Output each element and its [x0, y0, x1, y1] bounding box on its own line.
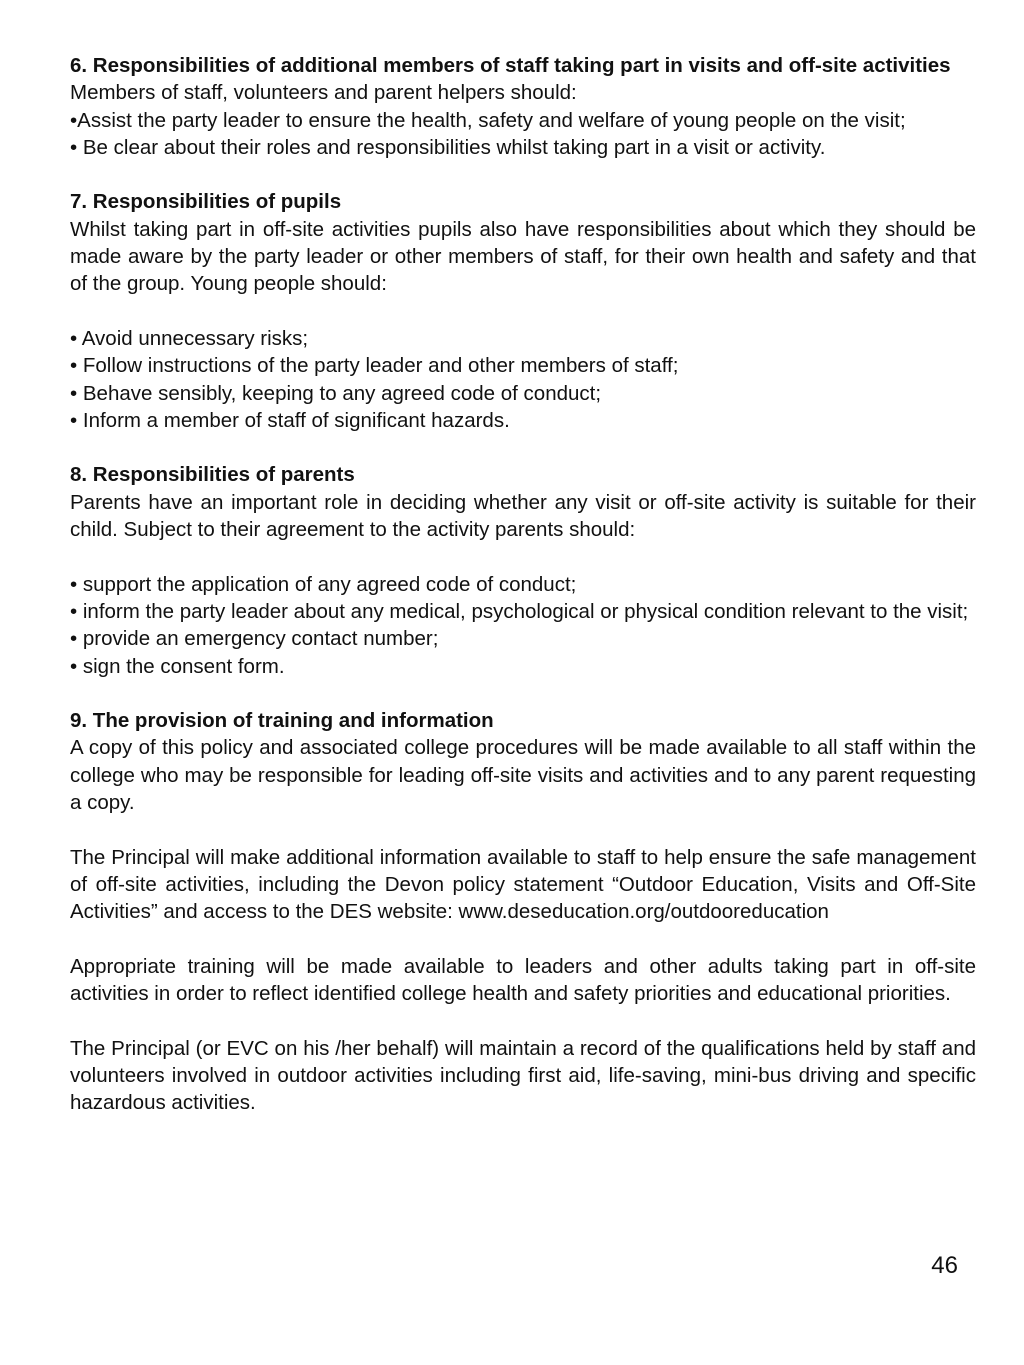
section-heading: 9. The provision of training and information [70, 709, 494, 733]
section-paragraph: The Principal (or EVC on his /her behalf) will maintain a record of the qualifications held by staff and volunteers involved in outdoor activities including first aid, life-saving, mini-bus driving and specific hazardous activities. [70, 1036, 976, 1115]
list-item: • Avoid unnecessary risks; [70, 326, 309, 350]
section-paragraph: The Principal will make additional information available to staff to help ensure the safe management of off-site activities, including the Devon policy statement “Outdoor Education, Visits and Off-Site Activities” and access to the DES website: www.deseducation.org/outdooreducation [70, 845, 976, 924]
section-heading: 7. Responsibilities of pupils [70, 190, 342, 214]
list-item: •Assist the party leader to ensure the health, safety and welfare of young people on the visit; [70, 108, 906, 132]
section-paragraph: A copy of this policy and associated college procedures will be made available to all staff within the college who may be responsible for leading off-site visits and activities and to any parent requesting a copy. [70, 736, 976, 815]
list-item: • Behave sensibly, keeping to any agreed code of conduct; [70, 381, 602, 405]
list-item: • provide an emergency contact number; [70, 627, 439, 651]
section-intro: Parents have an important role in deciding whether any visit or off-site activity is suitable for their child. Subject to their agreement to the activity parents should: [70, 490, 976, 542]
section-heading: 8. Responsibilities of parents [70, 463, 355, 487]
list-item: • sign the consent form. [70, 654, 285, 678]
section-intro: Members of staff, volunteers and parent helpers should: [70, 81, 577, 105]
section-7 [70, 188, 976, 434]
list-item: • support the application of any agreed code of conduct; [70, 572, 577, 596]
list-item: • Follow instructions of the party leader and other members of staff; [70, 354, 679, 378]
section-paragraph: Appropriate training will be made available to leaders and other adults taking part in off-site activities in order to reflect identified college health and safety priorities and educational priorities. [70, 954, 976, 1006]
list-item: • Inform a member of staff of significant hazards. [70, 408, 510, 432]
document-page [70, 52, 976, 1144]
section-heading: 6. Responsibilities of additional members of staff taking part in visits and off-site activities [70, 54, 951, 77]
list-item: • Be clear about their roles and responsibilities whilst taking part in a visit or activity. [70, 135, 826, 159]
section-intro: Whilst taking part in off-site activities pupils also have responsibilities about which they should be made aware by the party leader or other members of staff, for their own health and safety and that of the group. Young people should: [70, 217, 976, 296]
list-item: • inform the party leader about any medical, psychological or physical condition relevant to the visit; [70, 599, 969, 623]
section-6 [70, 52, 976, 161]
section-8 [70, 461, 976, 679]
section-9 [70, 707, 976, 1116]
page-number: 46 [931, 1252, 958, 1279]
